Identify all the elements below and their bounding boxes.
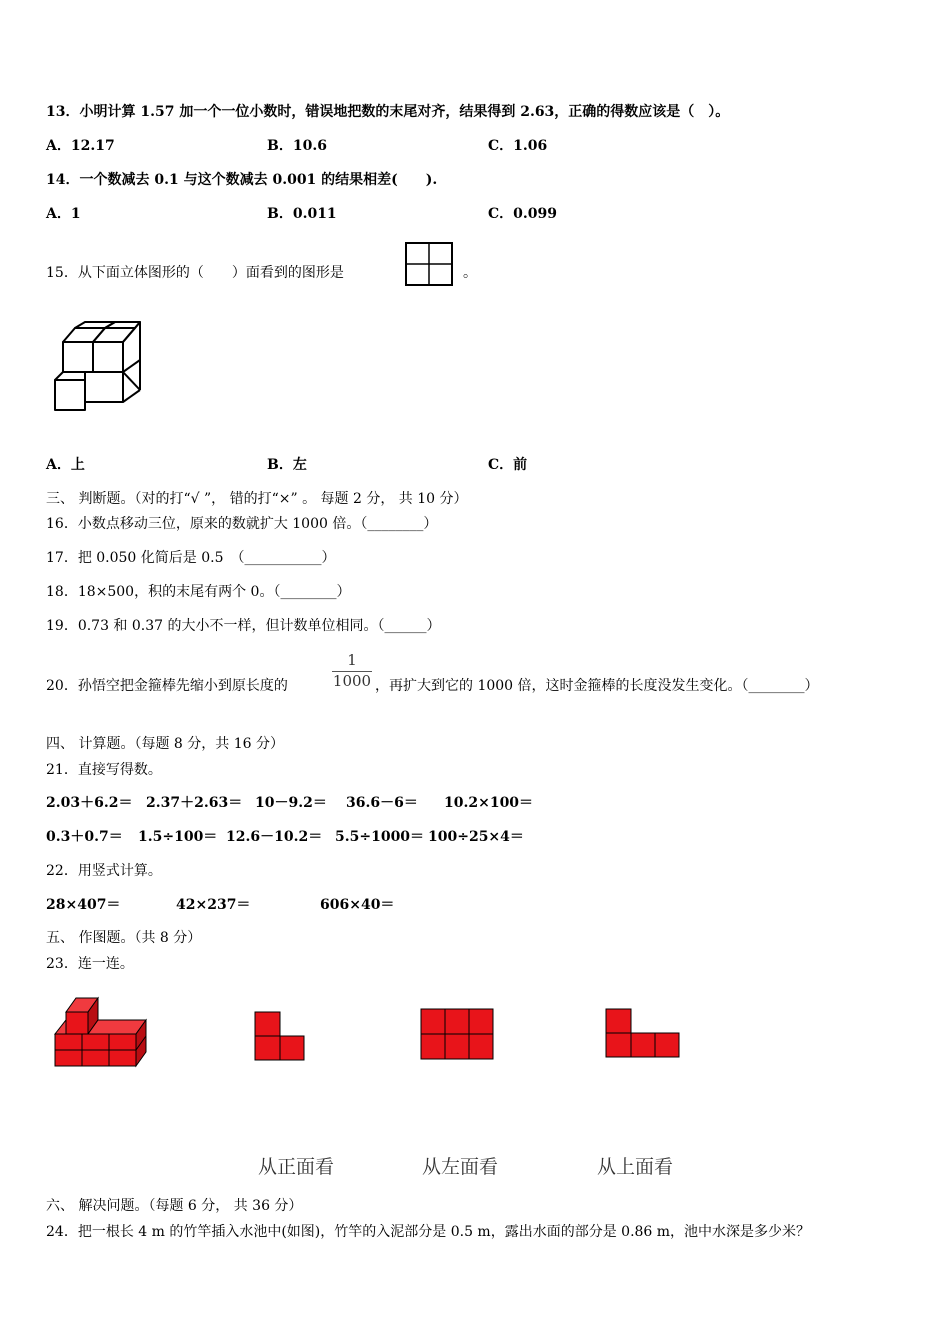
section6-heading: 六、 解决问题。（每题 6 分， 共 36 分） [46,1198,303,1214]
section3-heading: 三、 判断题。（对的打“√ ”， 错的打“×” 。 每题 2 分， 共 10 分） [46,491,468,507]
q20-fraction [330,651,374,690]
q14-option-b: B．0.011 [267,206,337,222]
q15-option-a: A．上 [46,457,85,473]
q21-item: 0.3＋0.7＝ [46,829,123,845]
stacked-cubes-figure [48,320,148,416]
red-cubes-3d-figure [52,994,152,1070]
q13-option-a: A．12.17 [46,138,115,154]
q13-stem: 13．小明计算 1.57 加一个一位小数时，错误地把数的末尾对齐，结果得到 2.63，正确的得数应该是（ ）。 [46,104,730,120]
q15-option-b: B．左 [267,457,307,473]
q16-text: 16．小数点移动三位，原来的数就扩大 1000 倍。（________） [46,516,438,532]
caption-front-view: 从正面看 [258,1156,335,1178]
q23-stem: 23．连一连。 [46,956,134,972]
q15-stem: 15．从下面立体图形的（ ）面看到的图形是 [46,265,344,281]
q20-fraction-numerator: 1 [347,651,357,669]
q21-item: 100÷25×4＝ [428,829,524,845]
q13-option-b: B．10.6 [267,138,327,154]
q21-item: 10.2×100＝ [444,795,534,811]
q20-before: 20．孙悟空把金箍棒先缩小到原长度的 [46,678,288,694]
section5-heading: 五、 作图题。（共 8 分） [46,930,202,946]
q21-item: 2.03＋6.2＝ [46,795,133,811]
q15-option-c: C．前 [488,457,528,473]
grid-view-icon [405,242,453,286]
q21-item: 10－9.2＝ [255,795,327,811]
caption-top-view: 从上面看 [597,1156,674,1178]
q22-item: 606×40＝ [320,897,395,913]
caption-left-view: 从左面看 [422,1156,499,1178]
q22-item: 42×237＝ [176,897,251,913]
q22-stem: 22．用竖式计算。 [46,863,162,879]
q19-text: 19．0.73 和 0.37 的大小不一样，但计数单位相同。（______） [46,618,441,634]
q15-end: 。 [463,265,477,281]
q13-option-c: C．1.06 [488,138,548,154]
q14-option-c: C．0.099 [488,206,557,222]
q20-fraction-denominator: 1000 [332,672,372,690]
q14-stem: 14．一个数减去 0.1 与这个数减去 0.001 的结果相差( ). [46,172,438,188]
l-shape-view-figure [254,1011,306,1061]
q21-item: 36.6－6＝ [346,795,418,811]
q21-item: 2.37＋2.63＝ [146,795,243,811]
q24-stem: 24．把一根长 4 m 的竹竿插入水池中(如图)，竹竿的入泥部分是 0.5 m，露出水面的部分是 0.86 m，池中水深是多少米？ [46,1224,811,1240]
q21-item: 12.6－10.2＝ [226,829,323,845]
q21-item: 5.5÷1000＝ [335,829,425,845]
q22-item: 28×407＝ [46,897,121,913]
q21-item: 1.5÷100＝ [138,829,218,845]
q14-option-a: A．1 [46,206,81,222]
q18-text: 18．18×500，积的末尾有两个 0。（________） [46,584,351,600]
section4-heading: 四、 计算题。（每题 8 分，共 16 分） [46,736,284,752]
step-view-figure [605,1008,681,1058]
q21-stem: 21．直接写得数。 [46,762,162,778]
q20-after: ，再扩大到它的 1000 倍，这时金箍棒的长度没发生变化。（________） [375,678,819,694]
q17-text: 17．把 0.050 化简后是 0.5 （___________） [46,550,336,566]
rectangle-view-figure [420,1008,495,1060]
